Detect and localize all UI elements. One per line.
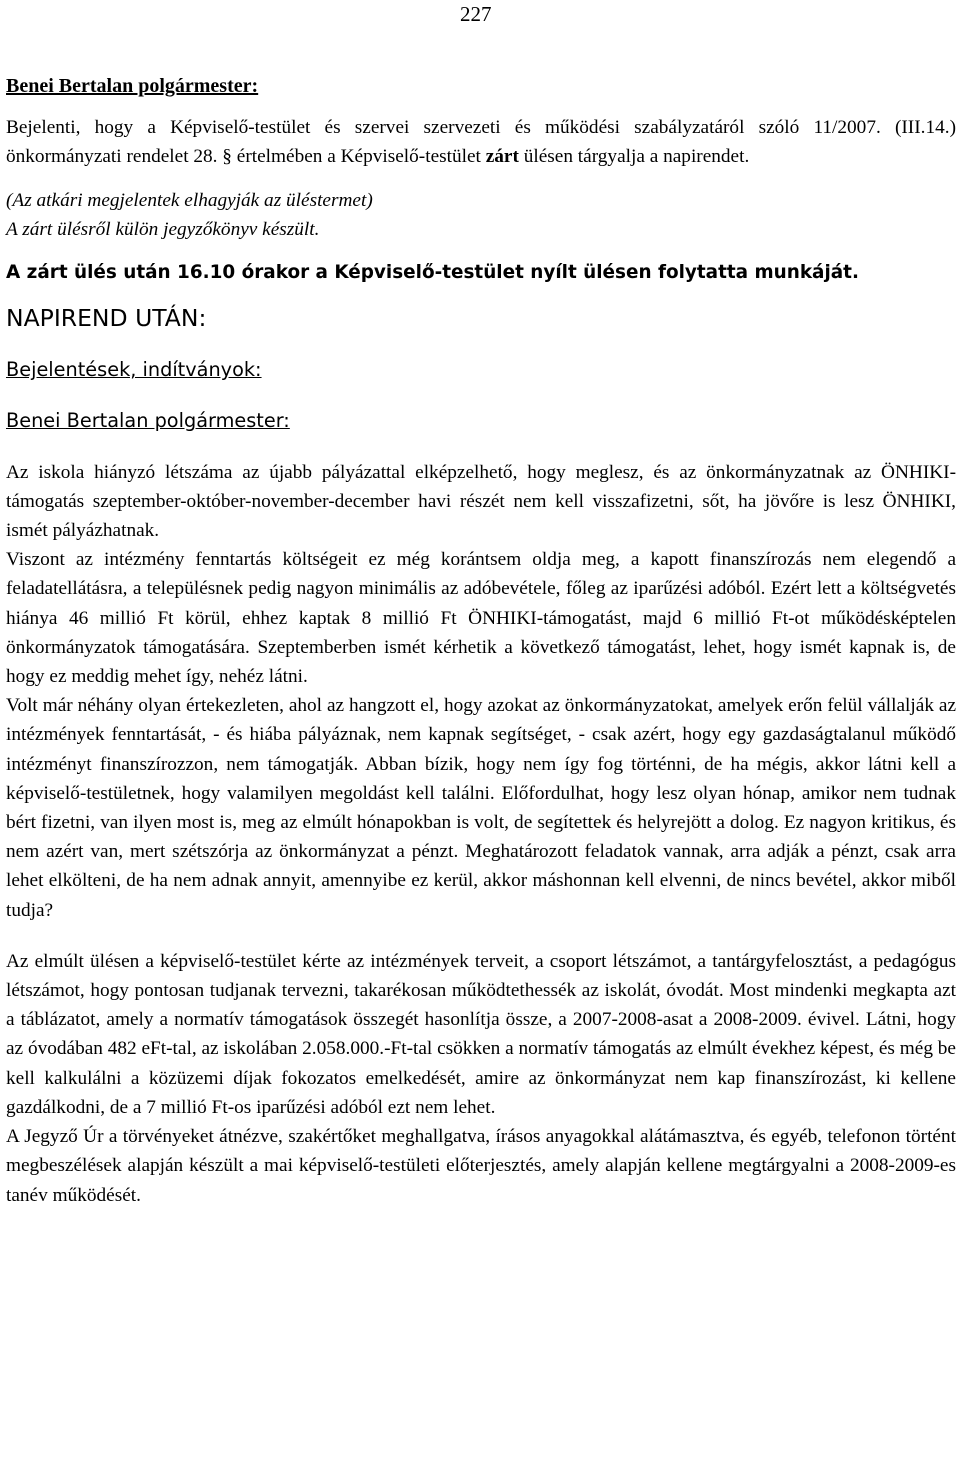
sub-heading: Bejelentések, indítványok: <box>6 358 262 382</box>
body-paragraph: Viszont az intézmény fenntartás költségeit ez még korántsem oldja meg, a kapott finanszírozás nem elegendő a feladatellátásra, a településnek pedig nagyon minimális az adóbevétele, főleg az iparűzési adóból. Ezért lett a költségvetés hiánya 46 millió Ft körül, ehhez kaptak 8 millió Ft ÖNHIKI-támogatást, majd 6 millió Ft-ot működésképtelen önkormányzatok támogatására. Szeptemberben ismét kérhetik a következő támogatást, lehet, hogy ismét kapnak is, de hogy ez meddig mehet így, nehéz látni. <box>6 549 956 688</box>
section-heading: NAPIREND UTÁN: <box>6 304 207 333</box>
italic-note-1: (Az atkári megjelentek elhagyják az üléstermet) <box>6 189 373 211</box>
body-paragraph: Volt már néhány olyan értekezleten, ahol az hangzott el, hogy azokat az önkormányzatokat, amelyek erőn felül vállalják az intézmények fenntartását, - és hiába pályáznak, nem kapnak segítséget, - csak azért, hogy egy gazdaságtalanul működő intézményt finanszírozzon, nem támogatják. Abban bízik, hogy nem így fog történni, de ha mégis, akkor látni kell a képviselő-testületnek, hogy valamilyen megoldást kell találni. Előfordulhat, hogy lesz olyan hónap, amikor nem tudnak bért fizetni, van ilyen most is, meg az elmúlt hónapokban is volt, de segítettek és helyrejött a dolog. Ez nagyon kritikus, és nem azért van, mert szétszórja az önkormányzat a pénzt. Meghatározott feladatok vannak, arra adják a pénzt, csak arra lehet elkölteni, de ha nem adnak annyit, amennyibe ez kerül, akkor máshonnan kell elvenni, de nincs bevétel, akkor miből tudja? <box>6 695 956 921</box>
body-paragraph: Az elmúlt ülésen a képviselő-testület kérte az intézmények terveit, a csoport létszámot, a tantárgyfelosztást, a pedagógus létszámot, hogy pontosan tudjanak tervezni, takarékosan működtethessék az iskolát, óvodát. Most mindenki megkapta azt a táblázatot, amely a normatív támogatások összegét hasonlítja össze, a 2007-2008-asat a 2008-2009. évivel. Látni, hogy az óvodában 482 eFt-tal, az iskolában 2.058.000.-Ft-tal csökken a normatív támogatás az elmúlt évekhez képest, és még be kell kalkulálni a közüzemi díjak fokozatos emelkedését, amire az önkormányzat nem kap finanszírozást, ki kellene gazdálkodni, de a 7 millió Ft-os iparűzési adóból ezt nem lehet. <box>6 950 956 1118</box>
announcement-text-2: ülésen tárgyalja a napirendet. <box>518 146 750 168</box>
document-body <box>6 72 956 1210</box>
body-paragraph: Az iskola hiányzó létszáma az újabb pályázattal elképzelhető, hogy meglesz, és az önkormányzatnak az ÖNHIKI-támogatás szeptember-október-november-december havi részét nem kell visszafizetni, sőt, ha jövőre is lesz ÖNHIKI, ismét pályázhatnak. <box>6 461 956 542</box>
session-resume-line: A zárt ülés után 16.10 órakor a Képviselő-testület nyílt ülésen folytatta munkáját. <box>6 262 859 284</box>
speaker-heading: Benei Bertalan polgármester: <box>6 75 259 97</box>
page-number: 227 <box>460 2 492 26</box>
announcement-bold-word: zárt <box>485 146 519 168</box>
speaker-heading-2: Benei Bertalan polgármester: <box>6 409 290 433</box>
announcement-text-1: Bejelenti, hogy a Képviselő-testület és szervei szervezeti és működési szabályzatáról szóló 11/2007. (III.14.) önkormányzati rendelet 28. § értelmében a Képviselő-testület <box>6 117 956 168</box>
italic-note-2: A zárt ülésről külön jegyzőkönyv készült. <box>6 218 320 240</box>
body-paragraph: A Jegyző Úr a törvényeket átnézve, szakértőket meghallgatva, írásos anyagokkal alátámasztva, és egyéb, telefonon történt megbeszélések alapján készült a mai képviselő-testületi előterjesztés, amely alapján kellene megtárgyalni a 2008-2009-es tanév működését. <box>6 1126 956 1206</box>
announcement-paragraph <box>6 113 956 171</box>
